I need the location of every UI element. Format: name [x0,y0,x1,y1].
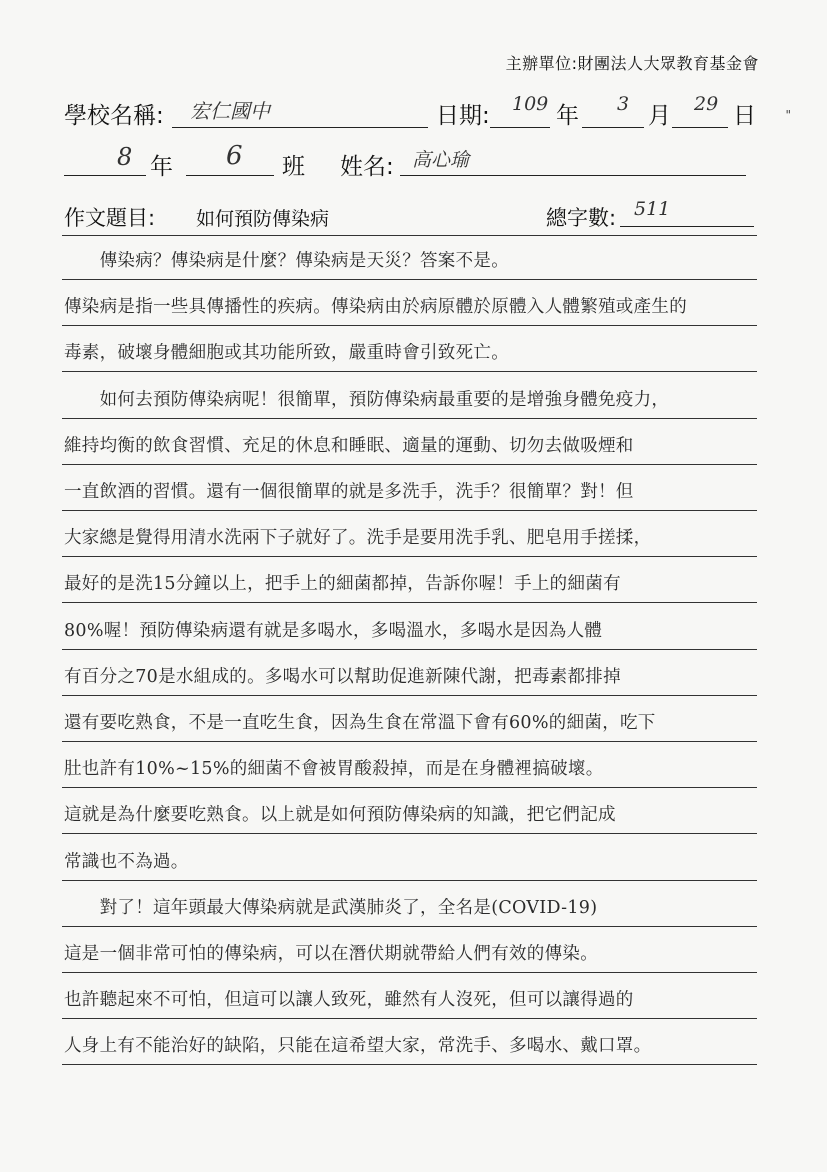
topic-label: 作文題目: [64,206,156,230]
essay-line: 常識也不為過。 [64,851,189,872]
essay-line: 這是一個非常可怕的傳染病，可以在潛伏期就帶給人們有效的傳染。 [64,944,598,964]
essay-rule [62,510,757,511]
class-unit: 班 [282,154,305,180]
month-unit: 月 [648,103,671,129]
essay-line: 有百分之70是水組成的。多喝水可以幫助促進新陳代謝，把毒素都排掉 [64,666,621,687]
essay-rule [62,371,757,372]
essay-line: 肚也許有10%~15%的細菌不會被胃酸殺掉，而是在身體裡搞破壞。 [64,759,604,780]
day-underline [672,127,728,128]
grade-underline [64,175,146,176]
essay-rule [62,418,757,419]
essay-rule [62,556,757,557]
essay-rule [62,972,757,973]
topic-value: 如何預防傳染病 [196,208,330,230]
essay-rule [62,602,757,603]
essay-rule [62,649,757,650]
grade-unit: 年 [150,154,173,180]
essay-rule [62,279,757,280]
date-label: 日期: [436,103,490,129]
essay-line: 傳染病是指一些具傳播性的疾病。傳染病由於病原體於原體入人體繁殖或產生的 [64,297,687,318]
essay-rule [62,787,757,788]
date-year: 109 [512,93,549,115]
essay-rule [62,235,757,236]
essay-rule [62,1018,757,1019]
essay-line: 大家總是覺得用清水洗兩下子就好了。洗手是要用洗手乳、肥皂用手搓揉， [64,528,652,549]
name-label: 姓名: [340,154,394,180]
essay-rule [62,695,757,696]
wordcount-label: 總字數: [546,206,617,230]
school-label: 學校名稱: [64,103,164,129]
essay-line: 維持均衡的飲食習慣、充足的休息和睡眠、適量的運動、切勿去做吸煙和 [64,435,634,456]
essay-rule [62,1064,757,1065]
grade-value: 8 [117,143,133,171]
wordcount-underline [620,226,754,227]
essay-line: 這就是為什麼要吃熟食。以上就是如何預防傳染病的知識，把它們記成 [64,805,616,826]
essay-line: 人身上有不能治好的缺陷，只能在這希望大家，常洗手、多喝水、戴口罩。 [64,1036,652,1057]
date-day: 29 [694,93,719,115]
essay-line: 還有要吃熟食，不是一直吃生食，因為生食在常溫下會有60%的細菌，吃下 [64,713,656,733]
essay-line: 如何去預防傳染病呢！很簡單，預防傳染病最重要的是增強身體免疫力， [64,389,670,410]
essay-rule [62,741,757,742]
essay-rule [62,325,757,326]
essay-rule [62,880,757,881]
essay-line: 最好的是洗15分鐘以上，把手上的細菌都掉，告訴你喔！手上的細菌有 [64,574,621,595]
essay-line: 80%喔！預防傳染病還有就是多喝水，多喝溫水，多喝水是因為人體 [64,620,603,641]
name-underline [400,175,746,176]
essay-line: 對了！這年頭最大傳染病就是武漢肺炎了，全名是(COVID-19) [64,897,598,918]
year-unit: 年 [556,103,579,129]
essay-rule [62,464,757,465]
class-underline [186,175,274,176]
date-month: 3 [617,93,630,115]
organizer-line: 主辦單位:財團法人大眾教育基金會 [505,54,759,73]
day-unit: 日 [733,103,756,129]
essay-line: 一直飲酒的習慣。還有一個很簡單的就是多洗手，洗手？很簡單？對！但 [64,482,634,502]
class-value: 6 [226,141,243,171]
essay-line: 毒素，破壞身體細胞或其功能所致，嚴重時會引致死亡。 [64,343,509,364]
margin-mark: " [785,108,791,122]
year-underline [490,127,550,128]
month-underline [582,127,644,128]
wordcount-value: 511 [634,198,671,220]
essay-rule [62,833,757,834]
school-value: 宏仁國中 [190,99,270,123]
school-underline [172,127,428,128]
essay-line: 傳染病？傳染病是什麼？傳染病是天災？答案不是。 [64,251,509,271]
name-value: 高心瑜 [412,149,470,171]
essay-line: 也許聽起來不可怕，但這可以讓人致死，雖然有人沒死，但可以讓得過的 [64,990,634,1011]
essay-rule [62,926,757,927]
